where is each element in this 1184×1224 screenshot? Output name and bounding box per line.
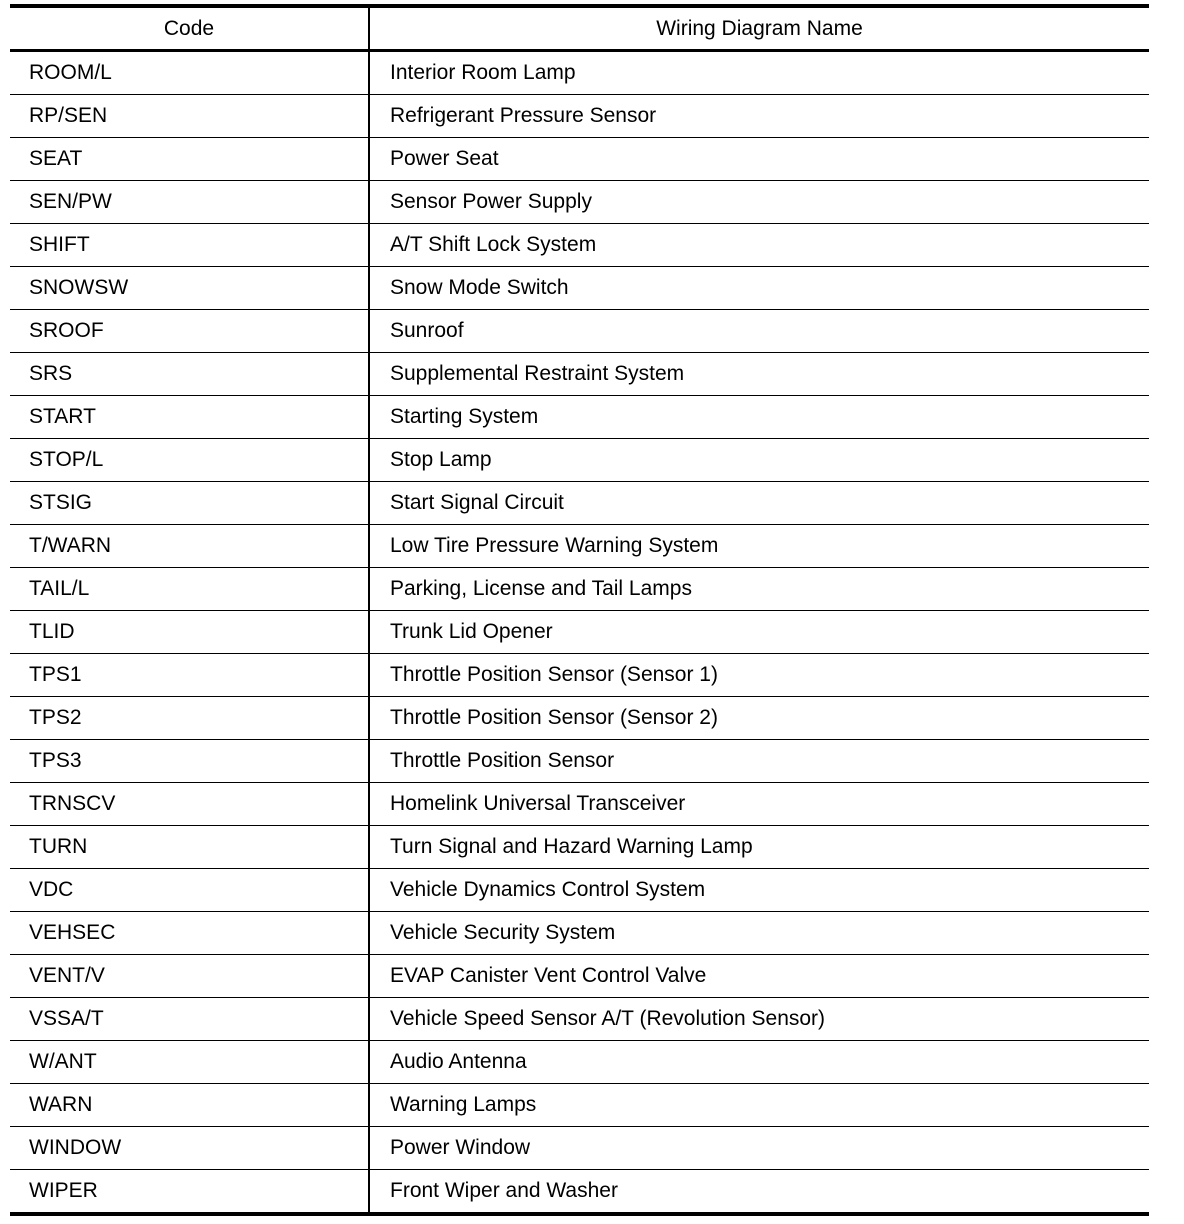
cell-wiring-diagram-name: Vehicle Dynamics Control System <box>369 869 1149 912</box>
cell-wiring-diagram-name: Starting System <box>369 396 1149 439</box>
table-row <box>10 654 1149 697</box>
table-row <box>10 439 1149 482</box>
cell-wiring-diagram-name: Warning Lamps <box>369 1084 1149 1127</box>
table-row <box>10 826 1149 869</box>
cell-code: VSSA/T <box>10 998 369 1041</box>
table-row <box>10 482 1149 525</box>
cell-wiring-diagram-name: Parking, License and Tail Lamps <box>369 568 1149 611</box>
cell-code: TLID <box>10 611 369 654</box>
cell-code: SRS <box>10 353 369 396</box>
cell-code: TPS3 <box>10 740 369 783</box>
cell-code: STOP/L <box>10 439 369 482</box>
cell-wiring-diagram-name: Throttle Position Sensor (Sensor 2) <box>369 697 1149 740</box>
header-wiring-diagram-name: Wiring Diagram Name <box>369 6 1149 51</box>
table-row <box>10 224 1149 267</box>
table-row <box>10 51 1149 95</box>
cell-code: VEHSEC <box>10 912 369 955</box>
table-row <box>10 869 1149 912</box>
table-row <box>10 353 1149 396</box>
table-row <box>10 568 1149 611</box>
cell-wiring-diagram-name: Power Seat <box>369 138 1149 181</box>
cell-wiring-diagram-name: A/T Shift Lock System <box>369 224 1149 267</box>
cell-code: SNOWSW <box>10 267 369 310</box>
cell-code: SEAT <box>10 138 369 181</box>
table-row <box>10 611 1149 654</box>
table-row <box>10 310 1149 353</box>
cell-wiring-diagram-name: Sensor Power Supply <box>369 181 1149 224</box>
cell-code: WIPER <box>29 1179 98 1202</box>
cell-wiring-diagram-name: Refrigerant Pressure Sensor <box>369 95 1149 138</box>
cell-code: WARN <box>10 1084 369 1127</box>
cell-code: TPS1 <box>10 654 369 697</box>
cell-wiring-diagram-name: Throttle Position Sensor <box>369 740 1149 783</box>
table-row <box>10 697 1149 740</box>
cell-wiring-diagram-name: Power Window <box>369 1127 1149 1170</box>
cell-code: TAIL/L <box>10 568 369 611</box>
cell-code: W/ANT <box>10 1041 369 1084</box>
cell-code: SEN/PW <box>10 181 369 224</box>
cell-wiring-diagram-name: Turn Signal and Hazard Warning Lamp <box>369 826 1149 869</box>
cell-wiring-diagram-name: Throttle Position Sensor (Sensor 1) <box>369 654 1149 697</box>
cell-code: WINDOW <box>10 1127 369 1170</box>
cell-code: STSIG <box>10 482 369 525</box>
table-row <box>10 525 1149 568</box>
table-row <box>10 998 1149 1041</box>
cell-wiring-diagram-name: EVAP Canister Vent Control Valve <box>369 955 1149 998</box>
cell-code: VENT/V <box>10 955 369 998</box>
cell-wiring-diagram-name: Sunroof <box>369 310 1149 353</box>
cell-code: T/WARN <box>10 525 369 568</box>
cell-wiring-diagram-name: Front Wiper and Washer <box>369 1170 1149 1215</box>
table-row <box>10 912 1149 955</box>
cell-code: START <box>10 396 369 439</box>
table-row <box>10 181 1149 224</box>
wiring-diagram-code-table <box>10 4 1149 1216</box>
table-row <box>10 955 1149 998</box>
cell-wiring-diagram-name: Audio Antenna <box>369 1041 1149 1084</box>
table-row <box>10 95 1149 138</box>
cell-code: TPS2 <box>10 697 369 740</box>
cell-wiring-diagram-name: Supplemental Restraint System <box>369 353 1149 396</box>
table-row <box>10 138 1149 181</box>
cell-code: TRNSCV <box>10 783 369 826</box>
table-row <box>10 1041 1149 1084</box>
cell-wiring-diagram-name: Interior Room Lamp <box>369 51 1149 95</box>
table-row <box>10 1084 1149 1127</box>
cell-code: RP/SEN <box>10 95 369 138</box>
table-row <box>10 267 1149 310</box>
table-row <box>10 396 1149 439</box>
cell-code: VDC <box>10 869 369 912</box>
table-body <box>10 51 1149 1215</box>
header-code: Code <box>10 6 369 51</box>
cell-wiring-diagram-name: Start Signal Circuit <box>369 482 1149 525</box>
cell-wiring-diagram-name: Snow Mode Switch <box>369 267 1149 310</box>
cell-wiring-diagram-name: Trunk Lid Opener <box>369 611 1149 654</box>
wiring-diagram-table-container <box>10 4 1149 1216</box>
cell-code: TURN <box>10 826 369 869</box>
table-row <box>10 783 1149 826</box>
cell-wiring-diagram-name: Stop Lamp <box>369 439 1149 482</box>
table-row <box>10 740 1149 783</box>
header-row <box>10 6 1149 51</box>
cell-code: SHIFT <box>10 224 369 267</box>
table-row <box>10 1127 1149 1170</box>
cell-wiring-diagram-name: Vehicle Speed Sensor A/T (Revolution Sensor) <box>369 998 1149 1041</box>
table-header <box>10 6 1149 51</box>
table-row <box>10 1170 1149 1215</box>
cell-code: ROOM/L <box>10 51 369 95</box>
cell-wiring-diagram-name: Low Tire Pressure Warning System <box>369 525 1149 568</box>
cell-wiring-diagram-name: Vehicle Security System <box>369 912 1149 955</box>
cell-code: SROOF <box>10 310 369 353</box>
cell-wiring-diagram-name: Homelink Universal Transceiver <box>369 783 1149 826</box>
